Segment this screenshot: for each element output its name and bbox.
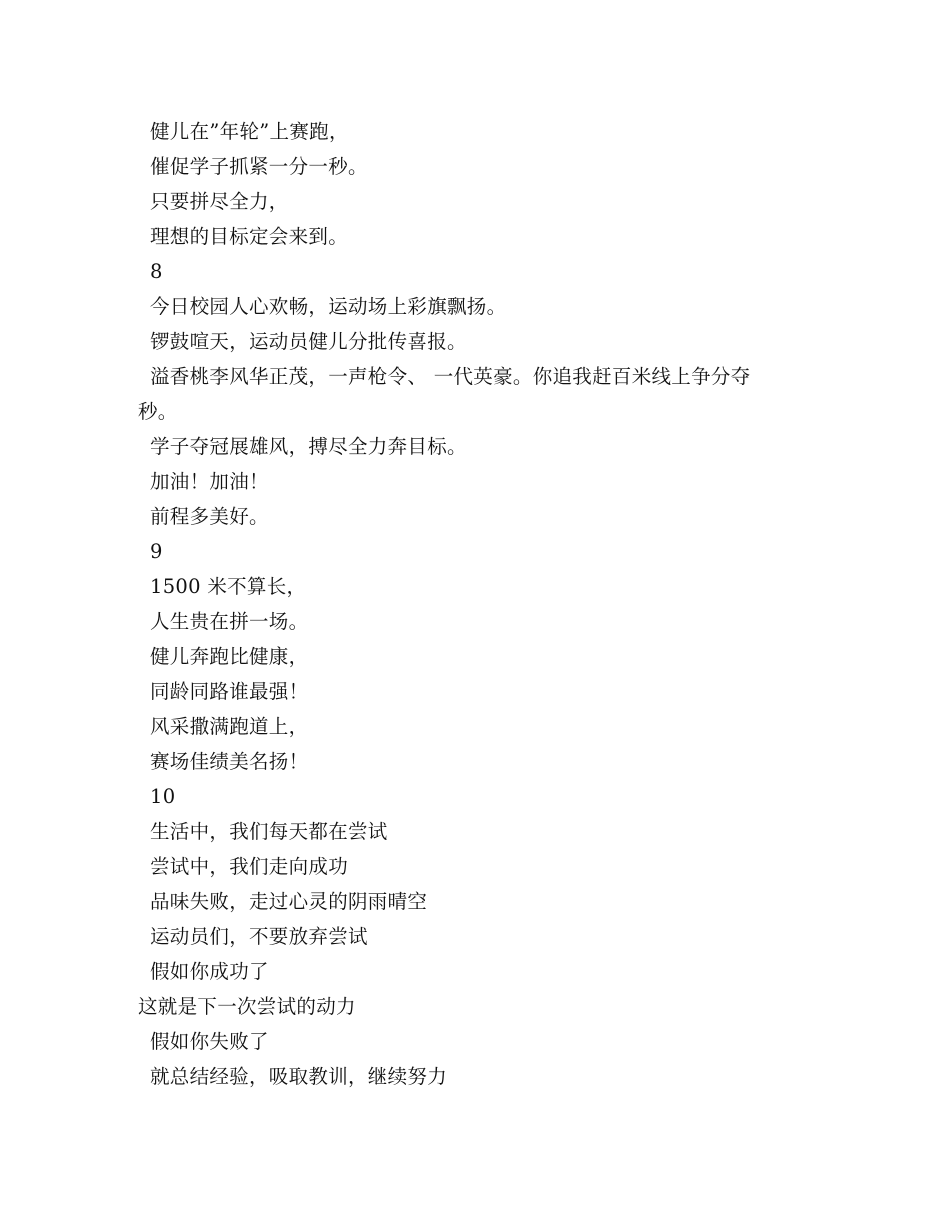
text-line: 运动员们，不要放弃尝试 <box>150 925 368 948</box>
text-line: 这就是下一次尝试的动力 <box>138 995 356 1018</box>
text-line: 就总结经验，吸取教训，继续努力 <box>150 1065 448 1088</box>
text-line: 加油！加油！ <box>150 470 269 493</box>
text-line: 尝试中，我们走向成功 <box>150 855 349 878</box>
text-line: 前程多美好。 <box>150 505 269 528</box>
text-line: 健儿奔跑比健康， <box>150 645 309 668</box>
text-line: 今日校园人心欢畅，运动场上彩旗飘扬。 <box>150 295 507 318</box>
text-line: 生活中，我们每天都在尝试 <box>150 820 388 843</box>
text-line: 只要拼尽全力， <box>150 190 289 213</box>
text-line: 8 <box>150 260 163 283</box>
text-line: 同龄同路谁最强！ <box>150 680 309 703</box>
text-line: 秒。 <box>138 400 178 423</box>
text-line: 9 <box>150 540 163 563</box>
text-line: 健儿在”年轮”上赛跑， <box>150 120 349 143</box>
text-line: 赛场佳绩美名扬！ <box>150 750 309 773</box>
text-line: 理想的目标定会来到。 <box>150 225 349 248</box>
text-line: 假如你成功了 <box>150 960 269 983</box>
poem-text-block <box>138 114 828 1094</box>
text-line: 锣鼓喧天，运动员健儿分批传喜报。 <box>150 330 467 353</box>
text-line: 风采撒满跑道上， <box>150 715 309 738</box>
text-line: 假如你失败了 <box>150 1030 269 1053</box>
text-line: 品味失败，走过心灵的阴雨晴空 <box>150 890 428 913</box>
text-line: 催促学子抓紧一分一秒。 <box>150 155 368 178</box>
text-line: 溢香桃李风华正茂，一声枪令、 一代英豪。你追我赶百米线上争分夺 <box>150 365 751 388</box>
text-line: 人生贵在拼一场。 <box>150 610 309 633</box>
text-line: 10 <box>150 785 176 808</box>
text-line: 学子夺冠展雄风，搏尽全力奔目标。 <box>150 435 467 458</box>
text-line: 1500 米不算长， <box>150 575 307 598</box>
